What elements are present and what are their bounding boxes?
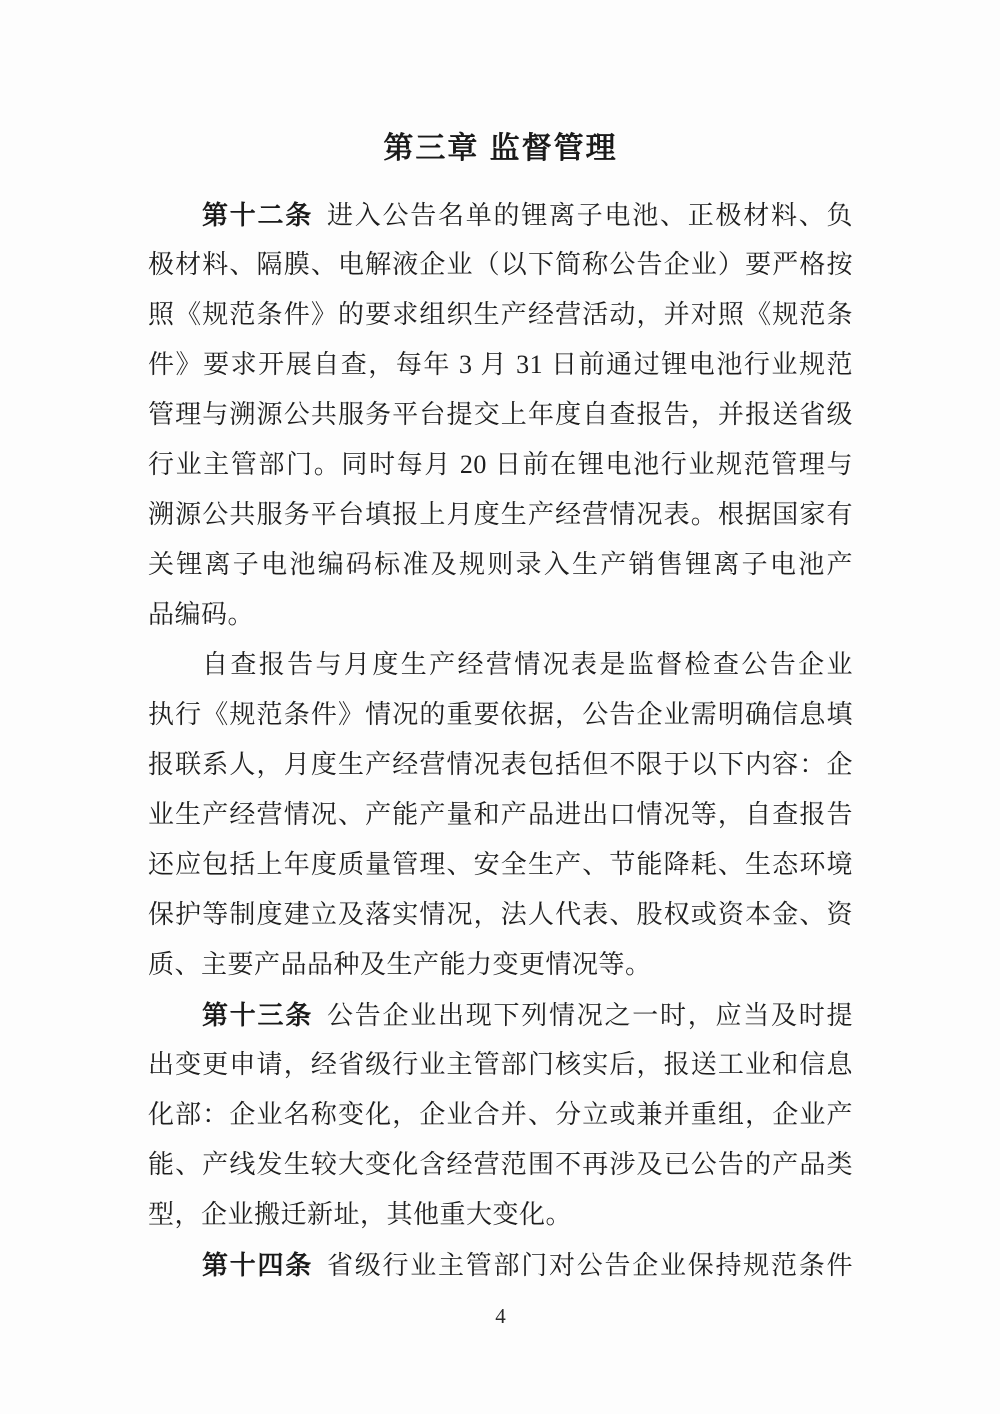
- text-line: 关锂离子电池编码标准及规则录入生产销售锂离子电池产: [148, 550, 853, 579]
- paragraph-4: [148, 1240, 853, 1290]
- article-number: 第十二条: [202, 200, 313, 230]
- text-line: 溯源公共服务平台填报上月度生产经营情况表。根据国家有: [148, 500, 853, 529]
- paragraph-2: [148, 640, 853, 990]
- text-line: [148, 990, 853, 1040]
- document-body: [148, 190, 853, 1290]
- article-number: 第十三条: [202, 1000, 313, 1030]
- text-line: 管理与溯源公共服务平台提交上年度自查报告，并报送省级: [148, 400, 853, 429]
- article-number: 第十四条: [202, 1250, 313, 1280]
- text-line: 能、产线发生较大变化含经营范围不再涉及已公告的产品类: [148, 1150, 853, 1179]
- text-line: 极材料、隔膜、电解液企业（以下简称公告企业）要严格按: [148, 250, 853, 279]
- text-line: 照《规范条件》的要求组织生产经营活动，并对照《规范条: [148, 300, 853, 329]
- text-line: 质、主要产品品种及生产能力变更情况等。: [148, 950, 652, 979]
- text-line: 出变更申请，经省级行业主管部门核实后，报送工业和信息: [148, 1050, 853, 1079]
- text-line: [148, 190, 853, 240]
- text-line: 型，企业搬迁新址，其他重大变化。: [148, 1200, 573, 1229]
- line-text: 省级行业主管部门对公告企业保持规范条件: [327, 1251, 853, 1280]
- text-line: 还应包括上年度质量管理、安全生产、节能降耗、生态环境: [148, 850, 853, 879]
- text-line: 件》要求开展自查，每年 3 月 31 日前通过锂电池行业规范: [148, 350, 853, 379]
- text-line: 化部：企业名称变化，企业合并、分立或兼并重组，企业产: [148, 1100, 853, 1129]
- text-line: 品编码。: [148, 600, 255, 629]
- line-text: 进入公告名单的锂离子电池、正极材料、负: [327, 201, 853, 230]
- text-line: 保护等制度建立及落实情况，法人代表、股权或资本金、资: [148, 900, 853, 929]
- paragraph-3: [148, 990, 853, 1240]
- chapter-title: 第三章 监督管理: [383, 132, 618, 165]
- text-line: 业生产经营情况、产能产量和产品进出口情况等，自查报告: [148, 800, 853, 829]
- text-line: 执行《规范条件》情况的重要依据，公告企业需明确信息填: [148, 700, 853, 729]
- text-line: [148, 1240, 853, 1290]
- page-number: 4: [495, 1304, 506, 1328]
- text-line: 报联系人，月度生产经营情况表包括但不限于以下内容：企: [148, 750, 853, 779]
- text-line: 自查报告与月度生产经营情况表是监督检查公告企业: [202, 650, 853, 679]
- paragraph-1: [148, 190, 853, 640]
- text-line: 行业主管部门。同时每月 20 日前在锂电池行业规范管理与: [148, 450, 853, 479]
- line-text: 公告企业出现下列情况之一时，应当及时提: [327, 1001, 853, 1030]
